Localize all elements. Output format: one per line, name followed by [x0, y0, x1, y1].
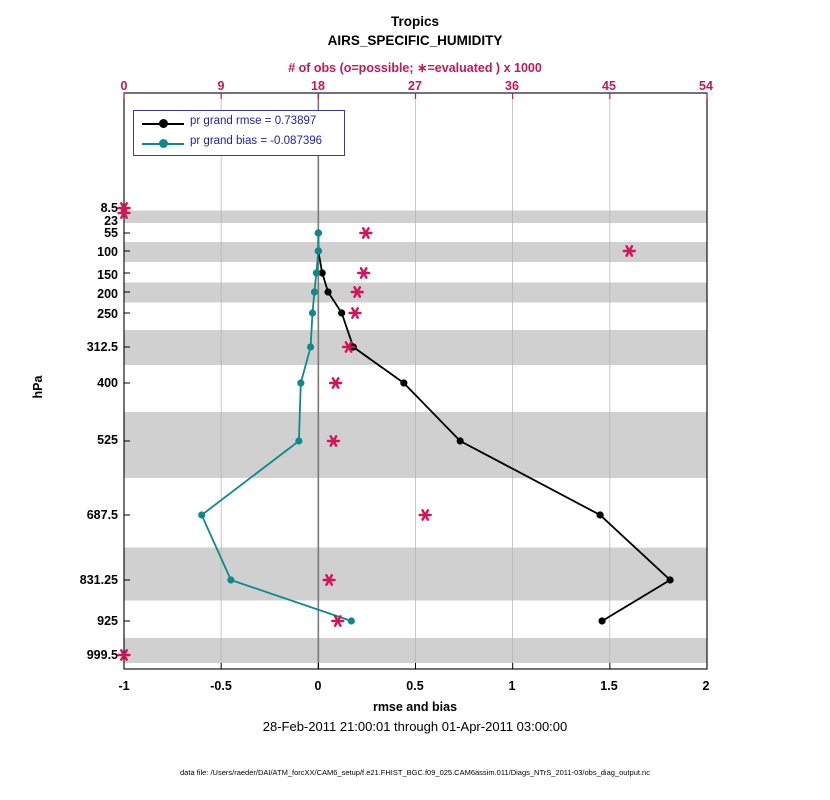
top-tick-0: 0: [120, 79, 128, 93]
y-tick-999.5: 999.5: [86, 648, 118, 662]
legend-item-bias: [134, 133, 344, 153]
series-point: [315, 247, 322, 254]
series-point: [297, 379, 304, 386]
obs-marker: [330, 378, 341, 388]
y-tick-687.5: 687.5: [86, 508, 118, 522]
date-range-caption: 28-Feb-2011 21:00:01 through 01-Apr-2011 03:00:00: [262, 719, 568, 734]
series-point: [348, 617, 355, 624]
obs-marker-core: [364, 231, 368, 235]
series-point: [198, 511, 205, 518]
obs-marker-core: [353, 311, 357, 315]
legend-label-rmse: pr grand rmse = 0.73897: [190, 115, 317, 127]
bottom-tick-2: 0: [314, 679, 322, 693]
series-point: [597, 511, 604, 518]
bottom-tick-5: 1.5: [600, 679, 618, 693]
y-tick-250: 250: [97, 307, 118, 321]
legend-label-bias: pr grand bias = -0.087396: [190, 135, 323, 147]
obs-marker-core: [362, 271, 366, 275]
top-tick-5: 45: [602, 79, 616, 93]
series-point: [324, 288, 331, 295]
y-tick-55: 55: [104, 226, 118, 240]
obs-marker: [420, 510, 431, 520]
bottom-tick-4: 1: [508, 679, 516, 693]
series-point: [666, 576, 673, 583]
top-axis-title: # of obs (o=possible; ∗=evaluated ) x 1000: [288, 61, 542, 75]
y-tick-312.5: 312.5: [86, 340, 118, 354]
y-tick-8.5: 8.5: [100, 201, 118, 215]
data-file-caption: data file: /Users/raeder/DAI/ATM_forcXX/CAM6_setup/f.e21.FHIST_BGC.f09_025.CAM6assim.011/Diags_NTrS_2011-03/obs_diag_output.nc: [180, 768, 650, 777]
obs-marker: [360, 228, 371, 238]
top-tick-3: 27: [408, 79, 422, 93]
series-point: [313, 269, 320, 276]
series-point: [400, 379, 407, 386]
top-tick-1: 9: [217, 79, 225, 93]
obs-marker-core: [331, 439, 335, 443]
legend-marker-rmse: [159, 119, 168, 128]
y-tick-23: 23: [104, 214, 118, 228]
top-tick-2: 18: [311, 79, 325, 93]
series-point: [309, 309, 316, 316]
y-tick-150: 150: [97, 268, 118, 282]
legend-marker-bias: [159, 139, 168, 148]
chart-title-region: Tropics: [390, 14, 439, 29]
top-tick-6: 54: [699, 79, 713, 93]
obs-marker: [350, 308, 361, 318]
series-point: [598, 617, 605, 624]
series-point: [338, 309, 345, 316]
chart-subtitle-variable: AIRS_SPECIFIC_HUMIDITY: [327, 33, 503, 48]
x-axis-label: rmse and bias: [372, 700, 458, 714]
obs-marker-core: [336, 619, 340, 623]
series-point: [295, 437, 302, 444]
chart-legend: [133, 110, 345, 156]
y-tick-831.25: 831.25: [79, 573, 118, 587]
obs-marker: [358, 268, 369, 278]
y-tick-525: 525: [97, 433, 118, 447]
obs-marker-core: [347, 345, 351, 349]
bottom-tick-1: -0.5: [210, 679, 232, 693]
obs-marker-core: [627, 249, 631, 253]
legend-item-rmse: [134, 113, 344, 133]
obs-marker-core: [334, 381, 338, 385]
obs-marker-core: [355, 290, 359, 294]
obs-marker-core: [122, 653, 126, 657]
y-tick-200: 200: [97, 287, 118, 301]
series-point: [311, 288, 318, 295]
y-axis-label: hPa: [31, 375, 45, 399]
bottom-tick-0: -1: [118, 679, 130, 693]
series-point: [315, 229, 322, 236]
obs-marker-core: [423, 513, 427, 517]
series-point: [457, 437, 464, 444]
y-tick-400: 400: [97, 376, 118, 390]
series-point: [307, 343, 314, 350]
bottom-tick-3: 0.5: [406, 679, 424, 693]
y-tick-925: 925: [97, 614, 118, 628]
obs-marker-core: [327, 578, 331, 582]
bottom-tick-6: 2: [702, 679, 710, 693]
series-point: [227, 576, 234, 583]
top-tick-4: 36: [505, 79, 519, 93]
obs-marker-core: [122, 211, 126, 215]
y-tick-100: 100: [97, 245, 118, 259]
